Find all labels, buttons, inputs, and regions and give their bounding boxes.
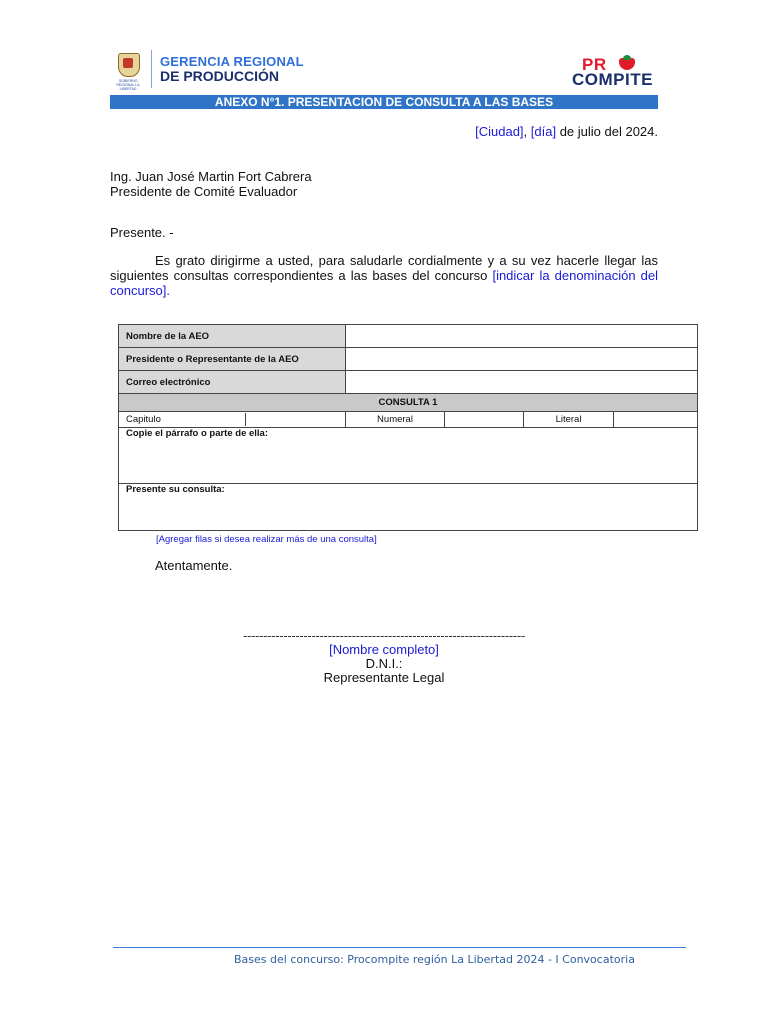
- logo-divider: [151, 50, 152, 88]
- chapter-field[interactable]: [246, 414, 338, 425]
- header-logo-gerencia: [111, 48, 304, 90]
- footer-text: Bases del concurso: Procompite región La Libertad 2024 - I Convocatoria: [234, 953, 635, 966]
- aeo-name-label: Nombre de la AEO: [119, 325, 346, 348]
- signature-line: ----------------------------------------------------------------------: [242, 628, 526, 643]
- footer-divider: [113, 947, 686, 948]
- table-row: [119, 348, 698, 371]
- org-name: [160, 55, 304, 83]
- leaf-icon: [623, 55, 631, 60]
- signature-name-placeholder: [Nombre completo]: [329, 642, 439, 657]
- query-field[interactable]: [119, 484, 698, 531]
- closing: Atentamente.: [155, 558, 233, 573]
- greeting: Presente. -: [110, 225, 174, 240]
- copy-paragraph-label: Copie el párrafo o parte de ella:: [126, 428, 269, 439]
- recipient-block: [110, 169, 312, 199]
- table-row: [119, 371, 698, 394]
- table-row: [119, 325, 698, 348]
- day-placeholder: [día]: [530, 124, 557, 139]
- literal-field[interactable]: [614, 412, 698, 428]
- signature-role: Representante Legal: [323, 670, 445, 685]
- table-row: [119, 428, 698, 484]
- brand-top-text: PR: [582, 55, 607, 74]
- regional-seal-icon: [111, 49, 145, 89]
- email-label: Correo electrónico: [119, 371, 346, 394]
- org-name-line2: DE PRODUCCIÓN: [160, 68, 280, 84]
- table-row: [119, 394, 698, 412]
- annex-title: ANEXO N°1. PRESENTACION DE CONSULTA A LAS BASES: [214, 95, 554, 109]
- signature-dni: D.N.I.:: [365, 656, 403, 671]
- aeo-name-field[interactable]: [346, 325, 698, 348]
- city-placeholder: [Ciudad]: [475, 124, 524, 139]
- table-row: [119, 412, 698, 428]
- annex-title-bar: [110, 95, 658, 109]
- seal-caption: GOBIERNO REGIONAL LA LIBERTAD: [116, 79, 140, 91]
- body-paragraph: [110, 253, 658, 298]
- date-line: [475, 124, 658, 139]
- body-end: .: [166, 283, 170, 298]
- procompite-logo: [572, 55, 660, 89]
- table-row: [119, 484, 698, 531]
- query-label: Presente su consulta:: [126, 484, 225, 495]
- date-rest: de julio del 2024.: [556, 124, 658, 139]
- brand-bottom-text: COMPITE: [572, 70, 653, 89]
- recipient-name: Ing. Juan José Martin Fort Cabrera: [110, 169, 312, 184]
- section-title: CONSULTA 1: [119, 394, 698, 412]
- chapter-label: [119, 412, 346, 428]
- email-field[interactable]: [346, 371, 698, 394]
- contest-placeholder: [indicar la denominación del concurso]: [110, 268, 659, 298]
- recipient-title: Presidente de Comité Evaluador: [110, 184, 298, 199]
- representative-label: Presidente o Representante de la AEO: [119, 348, 346, 371]
- body-text: Es grato dirigirme a usted, para saludarle cordialmente y a su vez hacerle llegar las siguientes consultas correspondientes a las bases del concurso: [110, 253, 658, 283]
- org-name-line1: GERENCIA REGIONAL: [160, 54, 304, 69]
- literal-label: Literal: [524, 412, 614, 428]
- copy-paragraph-field[interactable]: [119, 428, 698, 484]
- numeral-label: Numeral: [346, 412, 445, 428]
- numeral-field[interactable]: [445, 412, 524, 428]
- representative-field[interactable]: [346, 348, 698, 371]
- add-rows-note: [Agregar filas si desea realizar más de una consulta]: [156, 534, 377, 545]
- consulta-form-table: [118, 324, 698, 531]
- date-separator: ,: [523, 124, 531, 139]
- chapter-label-text: Capitulo: [126, 413, 246, 426]
